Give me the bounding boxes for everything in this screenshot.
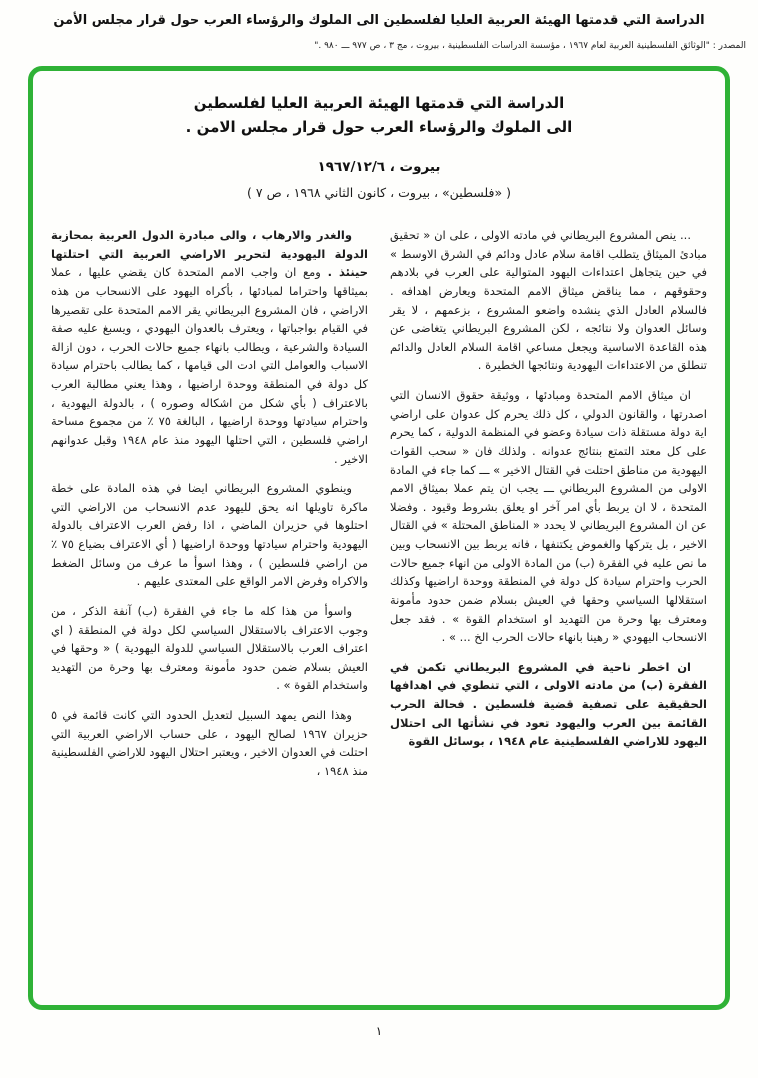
two-column-body bbox=[51, 226, 707, 792]
document-title bbox=[51, 91, 707, 139]
paragraph: وهذا النص يمهد السبيل لتعديل الحدود التي كانت قائمة في ٥ حزيران ١٩٦٧ لصالح اليهود ، على حساب الاراضي العربية التي احتلت في العدوان الاخير ، ويعتبر احتلال اليهود للاراضي الفلسطينية منذ ١٩٤٨ ، bbox=[51, 708, 368, 778]
paragraph-lead-emphasis: والغدر والارهاب ، والى مبادرة الدول العربية بمحازبة الدولة اليهودية لتحرير الاراضي العربية التي احتلتها حينئذ . bbox=[51, 228, 368, 280]
left-column bbox=[51, 226, 368, 792]
paragraph-emphasis: ان اخطر ناحية في المشروع البريطاني تكمن في الفقرة (ب) من مادته الاولى ، التي تنطوي في اهدافها الحقيقية على تصفية قضية فلسطين . فحالة الحرب القائمة بين العرب واليهود تعود في نشأتها الى احتلال اليهود للاراضي الفلسطينية عام ١٩٤٨ ، بوسائل القوة bbox=[390, 659, 707, 749]
dateline: بيروت ، ١٩٦٧/١٢/٦ bbox=[317, 159, 441, 175]
paragraph: واسوأ من هذا كله ما جاء في الفقرة (ب) آنفة الذكر ، من وجوب الاعتراف بالاستقلال السياسي لكل دولة في المنطقة ( اي اعتراف العرب بالاستقلال السياسي للدولة اليهودية ) « وحقها في العيش بسلام ضمن حدود مأمونة ومعترف بها وحرة من التهديد واستخدام القوة » . bbox=[51, 603, 368, 693]
right-column bbox=[390, 226, 707, 762]
source-citation-line: المصدر : "الوثائق الفلسطينية العربية لعام ١٩٦٧ ، مؤسسة الدراسات الفلسطينية ، بيروت ، مج ٣ ، ص ٩٧٧ ـــ ٩٨٠ ." bbox=[314, 41, 746, 51]
paragraph: ... ينص المشروع البريطاني في مادته الاولى ، على ان « تحقيق مبادئ الميثاق يتطلب اقامة سلام عادل ودائم في الشرق الاوسط » في حين يتجاهل اعتداءات اليهود المتوالية على العرب في بلادهم وحقوقهم ، مما يناقض ميثاق الامم المتحدة ويعارض اهدافه . فالسلام العادل الذي ينشده واضعو المشروع ، بزعمهم ، لا يقر وسائل العدوان ولا نتائجه ، لكن المشروع البريطاني يتغاضى عن هذه القاعدة الاساسية ويجعل مساعي اقامة السلام العادل والدائم تنطلق من الاعتداءات اليهودية ونتائجها الخطيرة . bbox=[390, 228, 707, 373]
paragraph: وينطوي المشروع البريطاني ايضا في هذه المادة على خطة ماكرة تاويلها انه يحق لليهود عدم الانسحاب من الاراضي التي احتلوها في حزيران الماضي ، اذا رفض العرب الاعتراف بالدولة اليهودية واحترام سيادتها ووحدة اراضيها ( أي الاعتراف بضياع ٧٥ ٪ من اراضي فلسطين ) ، وهذا اسوأ ما عرف من وسائل الضغط والاكراه وفرض الامر الواقع على المعتدى عليهم . bbox=[51, 481, 368, 589]
page-header-title: الدراسة التي قدمتها الهيئة العربية العليا لفلسطين الى الملوك والرؤساء العرب حول قرار مجلس الأمن bbox=[53, 13, 705, 28]
paragraph: ان ميثاق الامم المتحدة ومبادئها ، ووثيقة حقوق الانسان التي اصدرتها ، والقانون الدولي ، كل ذلك يحرم كل عدوان على اراضي اية دولة مستقلة ذات سيادة وعضو في المنظمة الدولية ، كما يحرم على كل معتد التمتع بنتائج عدوانه . ولذلك فان « سحب القوات اليهودية من مناطق احتلت في القتال الاخير » ـــ كما جاء في المادة الاولى من المشروع البريطاني ـــ يجب ان يتم عملا بميثاق الامم المتحدة ، لا ان يربط بأي امر آخر او يعلق بشروط وقيود . وفضلا عن ان المشروع البريطاني لا يحدد « المناطق المحتلة » في القتال الاخير ، بل يتركها والغموض يكتنفها ، فانه يربط بين الانسحاب وبين ما نص عليه في الفقرة (ب) من المادة الاولى من انهاء جميع حالات الحرب واحترام سيادة كل دولة في المنطقة ووحدة اراضيها وكذلك استقلالها السياسي وحقها في العيش بسلام ضمن حدود مأمونة ومعترف بها وحرة من التهديد او استخدام القوة » . فقد جعل الانسحاب اليهودي « رهينا بانهاء حالات الحرب الخ ... » . bbox=[390, 388, 707, 645]
document-title-line2: الى الملوك والرؤساء العرب حول قرار مجلس الامن . bbox=[185, 118, 573, 136]
document-title-line1: الدراسة التي قدمتها الهيئة العربية العليا لفلسطين bbox=[193, 94, 565, 112]
paragraph bbox=[51, 226, 368, 468]
publication-reference: ( «فلسطين» ، بيروت ، كانون الثاني ١٩٦٨ ، ص ٧ ) bbox=[247, 185, 511, 200]
paragraph-continuation: ومع ان واجب الامم المتحدة كان يقضي عليها ، عملا بميثاقها واحتراما لمبادئها ، بأكراه اليهود على الانسحاب من هذه الاراضي ، فان المشروع البريطاني يقر الامم المتحدة على تقصيرها في القيام بواجباتها ، ويعترف بالعدوان اليهودي ، ويسبغ عليه صفة السيادة والشرعية ، ويطالب بانهاء جميع حالات الحرب ، دون ازالة الاسباب والعوامل التي ادت الى قيامها ، كما يطالب باحترام سيادة كل دولة في المنطقة ووحدة اراضيها ، وهذا يعني مطالبة العرب بالاعتراف ( بأي شكل من اشكاله وصوره ) ، بالدولة اليهودية ، واحترام سيادتها ووحدة اراضيها ، البالغة ٧٥ ٪ من مجموع مساحة اراضي فلسطين ، التي احتلها اليهود منذ عام ١٩٤٨ وقبل عدوانهم الاخير . bbox=[51, 265, 369, 466]
page-number: ١ bbox=[375, 1024, 383, 1038]
green-border-frame bbox=[28, 66, 730, 1010]
